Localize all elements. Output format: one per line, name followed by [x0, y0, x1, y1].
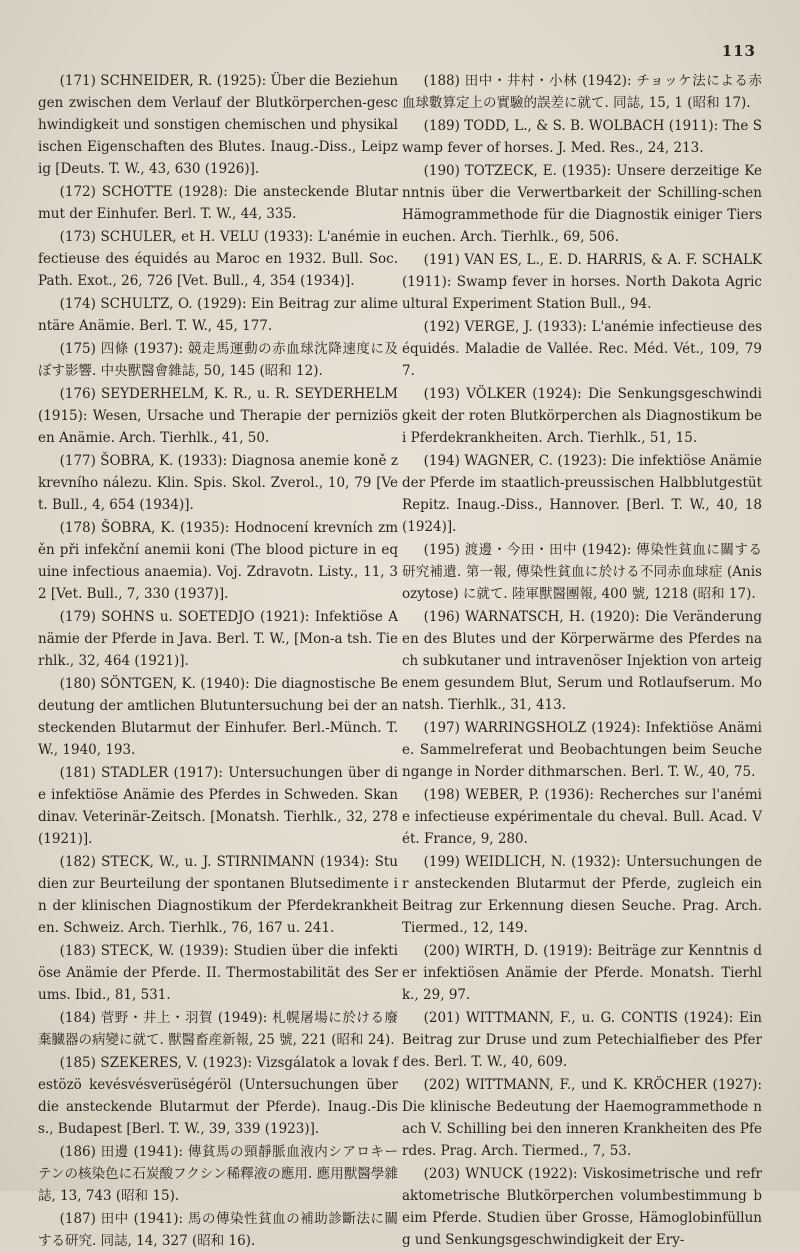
reference-entry: (187) 田中 (1941): 馬の傳染性貧血の補助診斷法に關する研究. 同誌, 14, 327 (昭和 16). — [38, 1211, 398, 1249]
reference-entry: (198) WEBER, P. (1936): Recherches sur l'anémie infectieuse expérimentale du cheval. Bull. Acad. Vét. France, 9, 280. — [402, 787, 762, 847]
reference-entry: (202) WITTMANN, F., und K. KRÖCHER (1927): Die klinische Bedeutung der Haemogrammethode nach V. Schilling bei den inneren Krankheiten des Pferdes. Prag. Arch. Tiermed., 7, 53. — [402, 1077, 762, 1159]
reference-entry: (177) ŠOBRA, K. (1933): Diagnosa anemie koně z krevního nálezu. Klin. Spis. Skol. Zverol., 10, 79 [Vet. Bull., 4, 654 (1934)]. — [38, 453, 398, 513]
reference-entry: (172) SCHOTTE (1928): Die ansteckende Blutarmut der Einhufer. Berl. T. W., 44, 335. — [38, 184, 398, 222]
reference-entry: (178) ŠOBRA, K. (1935): Hodnocení krevních změn při infekční anemii koni (The blood picture in equine infectious anaemia). Voj. Zdravotn. Listy., 11, 32 [Vet. Bull., 7, 330 (1937)]. — [38, 520, 398, 602]
reference-entry: (179) SOHNS u. SOETEDJO (1921): Infektiöse Anämie der Pferde in Java. Berl. T. W., [Mon-a tsh. Tierhlk., 32, 464 (1921)]. — [38, 609, 398, 669]
reference-entry: (184) 菅野・井上・羽賀 (1949): 札幌屠場に於ける廢棄臓器の病變に就て. 獸醫畜産新報, 25 號, 221 (昭和 24). — [38, 1010, 398, 1048]
reference-entry: (180) SÖNTGEN, K. (1940): Die diagnostische Bedeutung der amtlichen Blutuntersuchung bei der ansteckenden Blutarmut der Einhufer. Berl.-Münch. T. W., 1940, 193. — [38, 676, 398, 758]
reference-entry: (189) TODD, L., & S. B. WOLBACH (1911): The Swamp fever of horses. J. Med. Res., 24, 213. — [402, 118, 762, 156]
reference-entry: (183) STECK, W. (1939): Studien über die infektiöse Anämie der Pferde. II. Thermostabilität des Serums. Ibid., 81, 531. — [38, 943, 398, 1003]
reference-entry: (185) SZEKERES, V. (1923): Vizsgálatok a lovak festözö kevésvésverüségéröl (Untersuchungen über die ansteckende Blutarmut der Pferde). Inaug.-Diss., Budapest [Berl. T. W., 39, 339 (1923)]. — [38, 1055, 398, 1137]
left-reference-column — [38, 70, 398, 1253]
reference-entry: (176) SEYDERHELM, K. R., u. R. SEYDERHELM (1915): Wesen, Ursache und Therapie der perniziösen Anämie. Arch. Tierhlk., 41, 50. — [38, 386, 398, 446]
reference-entry: (186) 田邊 (1941): 傳貧馬の頸靜脈血液内シアロキーテンの核染色に石炭酸フクシン稀釋液の應用. 應用獸醫學雜誌, 13, 743 (昭和 15). — [38, 1144, 398, 1204]
reference-entry: (173) SCHULER, et H. VELU (1933): L'anémie infectieuse des équidés au Maroc en 1932. Bull. Soc. Path. Exot., 26, 726 [Vet. Bull., 4, 354 (1934)]. — [38, 229, 398, 289]
reference-entry: (181) STADLER (1917): Untersuchungen über die infektiöse Anämie des Pferdes in Schweden. Skandinav. Veterinär-Zeitsch. [Monatsh. Tierhlk., 32, 278 (1921)]. — [38, 765, 398, 847]
reference-entry: (171) SCHNEIDER, R. (1925): Über die Beziehungen zwischen dem Verlauf der Blutkörperchen-geschwindigkeit und sonstigen chemischen und physikalischen Eigenschaften des Blutes. Inaug.-Diss., Leipzig [Deuts. T. W., 43, 630 (1926)]. — [38, 73, 398, 177]
reference-entry: (199) WEIDLICH, N. (1932): Untersuchungen der ansteckenden Blutarmut der Pferde, zugleich ein Beitrag zur Erkennung diesen Seuche. Prag. Arch. Tiermed., 12, 149. — [402, 854, 762, 936]
reference-entry: (203) WNUCK (1922): Viskosimetrische und refraktometrische Blutkörperchen volumbestimmung beim Pferde. Studien über Grosse, Hämoglobinfüllung und Senkungsgeschwindigkeit der Ery- — [402, 1166, 762, 1248]
right-reference-column — [402, 70, 762, 1252]
reference-entry: (190) TOTZECK, E. (1935): Unsere derzeitige Kenntnis über die Verwertbarkeit der Schilling-schen Hämogrammethode für die Diagnostik einiger Tierseuchen. Arch. Tierhlk., 69, 506. — [402, 163, 762, 245]
reference-entry: (194) WAGNER, C. (1923): Die infektiöse Anämie der Pferde im staatlich-preussischen Halbblutgestüt Repitz. Inaug.-Diss., Hannover. [Berl. T. W., 40, 18 (1924)]. — [402, 453, 762, 535]
page-number: 113 — [721, 42, 756, 60]
reference-entry: (182) STECK, W., u. J. STIRNIMANN (1934): Studien zur Beurteilung der spontanen Blutsedimente in der klinischen Diagnostikum der Pferdekrankheiten. Schweiz. Arch. Tierhlk., 76, 167 u. 241. — [38, 854, 398, 936]
reference-entry: (196) WARNATSCH, H. (1920): Die Veränderungen des Blutes und der Körperwärme des Pferdes nach subkutaner und intravenöser Injektion von arteigenem gesundem Blut, Serum und Rotlaufserum. Monatsh. Tierhlk., 31, 413. — [402, 609, 762, 713]
reference-entry: (193) VÖLKER (1924): Die Senkungsgeschwindigkeit der roten Blutkörperchen als Diagnostikum bei Pferdekrankheiten. Arch. Tierhlk., 51, 15. — [402, 386, 762, 446]
reference-entry: (191) VAN ES, L., E. D. HARRIS, & A. F. SCHALK (1911): Swamp fever in horses. North Dakota Agricultural Experiment Station Bull., 94. — [402, 252, 762, 312]
reference-entry: (175) 四條 (1937): 競走馬運動の赤血球沈降速度に及ぼす影響. 中央獸醫會雜誌, 50, 145 (昭和 12). — [38, 341, 398, 379]
reference-entry: (192) VERGE, J. (1933): L'anémie infectieuse des équidés. Maladie de Vallée. Rec. Méd. Vét., 109, 797. — [402, 319, 762, 379]
reference-entry: (174) SCHULTZ, O. (1929): Ein Beitrag zur alimentäre Anämie. Berl. T. W., 45, 177. — [38, 296, 398, 334]
reference-entry: (201) WITTMANN, F., u. G. CONTIS (1924): Ein Beitrag zur Druse und zum Petechialfieber des Pferdes. Berl. T. W., 40, 609. — [402, 1010, 762, 1070]
reference-entry: (195) 渡邊・今田・田中 (1942): 傳染性貧血に關する研究補遺. 第一報, 傳染性貧血に於ける不同赤血球症 (Anisozytose) に就て. 陸軍獸醫團報, 400 號, 1218 (昭和 17). — [402, 542, 762, 602]
reference-entry: (188) 田中・井村・小林 (1942): チョッケ法による赤血球數算定上の實驗的誤差に就て. 同誌, 15, 1 (昭和 17). — [402, 73, 762, 111]
reference-entry: (197) WARRINGSHOLZ (1924): Infektiöse Anämie. Sammelreferat und Beobachtungen beim Seuchengange in Norder dithmarschen. Berl. T. W., 40, 75. — [402, 720, 762, 780]
reference-entry: (200) WIRTH, D. (1919): Beiträge zur Kenntnis der infektiösen Anämie der Pferde. Monatsh. Tierhlk., 29, 97. — [402, 943, 762, 1003]
